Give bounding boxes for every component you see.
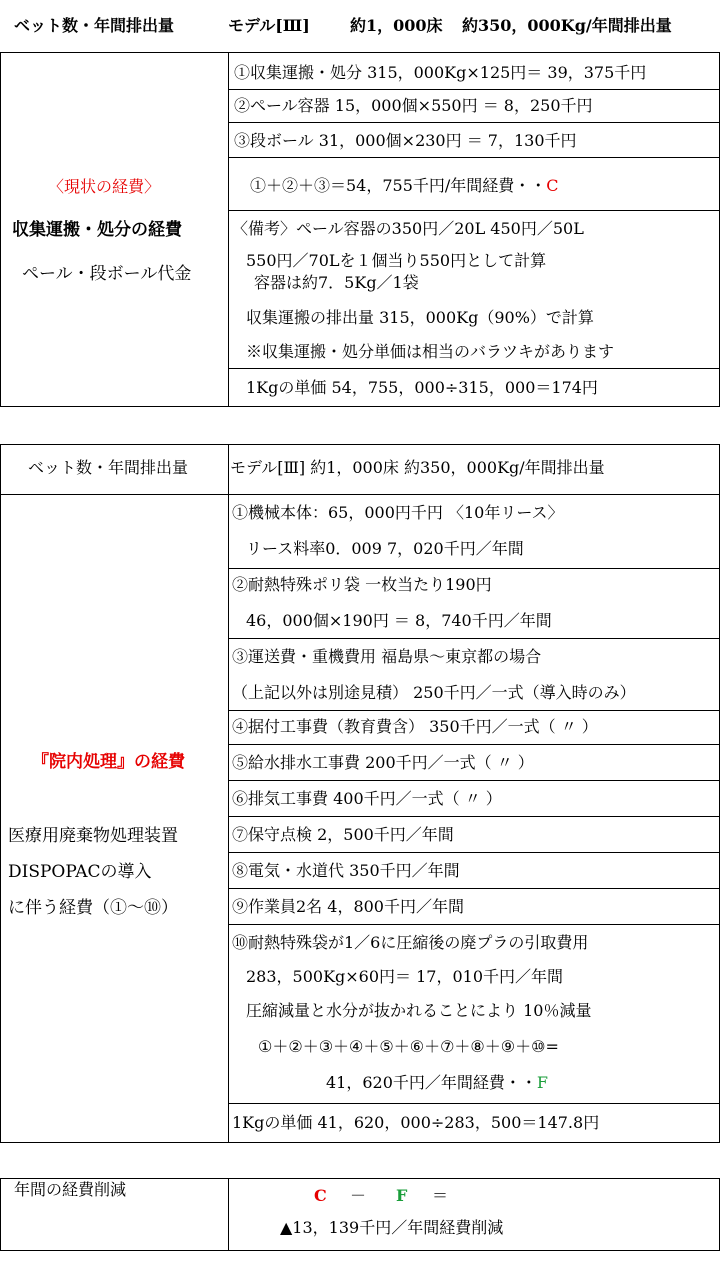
s2-item10c: 圧縮減量と水分が抜かれることにより 10％減量 [246, 1001, 592, 1020]
s1-header-model: モデル[Ⅲ] [228, 16, 310, 35]
s3-result: ▲13，139千円／年間経費削減 [280, 1218, 504, 1237]
s2-item2a: ②耐熱特殊ポリ袋 一枚当たり190円 [232, 575, 492, 594]
s1-sum-text: ①＋②＋③＝54，755千円/年間経費・・ [250, 176, 547, 195]
s1-left-title: 〈現状の経費〉 [48, 177, 161, 196]
s1-header-beds: 約1，000床 [350, 16, 443, 35]
s2-sum1: ①＋②＋③＋④＋⑤＋⑥＋⑦＋⑧＋⑨＋⑩= [258, 1037, 559, 1056]
s2-item1b: リース料率0．009 7，020千円／年間 [246, 539, 524, 558]
s1-row1: ①収集運搬・処分 315，000Kg×125円＝ 39，375千円 [234, 63, 647, 82]
s1-note4: 収集運搬の排出量 315，000Kg（90%）で計算 [246, 308, 594, 327]
s1-note1: 〈備考〉ペール容器の350円／20L 450円／50L [232, 219, 584, 238]
s2-item10b: 283，500Kg×60円＝ 17，010千円／年間 [246, 967, 564, 986]
s2-left-desc3: に伴う経費（①～⑩） [8, 898, 178, 918]
s2-unit: 1Kgの単価 41，620，000÷283，500＝147.8円 [232, 1113, 600, 1132]
s1-row2: ②ペール容器 15，000個×550円 ＝ 8，250千円 [234, 96, 593, 115]
s1-note3: 容器は約7．5Kg／1袋 [254, 273, 419, 292]
s2-left-desc1: 医療用廃棄物処理装置 [8, 826, 178, 846]
s2-sum2 [326, 1073, 548, 1093]
s2-item5: ⑤給水排水工事費 200千円／一式（ 〃 ） [232, 753, 534, 772]
s3-f: F [396, 1186, 408, 1205]
s3-label: 年間の経費削減 [14, 1180, 127, 1199]
s2-item2b: 46，000個×190円 ＝ 8，740千円／年間 [246, 611, 552, 630]
s1-header-amount: 約350，000Kg/年間排出量 [462, 16, 672, 35]
s1-sum [250, 176, 559, 196]
s1-unit: 1Kgの単価 54，755，000÷315，000＝174円 [246, 378, 598, 397]
s2-item4: ④据付工事費（教育費含） 350千円／一式（ 〃 ） [232, 717, 598, 736]
s2-header-label: ベット数・年間排出量 [28, 458, 189, 477]
s1-note2: 550円／70Lを１個当り550円として計算 [246, 251, 547, 270]
s3-c: C [314, 1186, 327, 1205]
s3-minus: － [350, 1186, 367, 1205]
s2-item10a: ⑩耐熱特殊袋が1／6に圧縮後の廃プラの引取費用 [232, 933, 589, 952]
s2-sum2-text: 41，620千円／年間経費・・ [326, 1073, 537, 1092]
s2-sum2-mark: F [536, 1073, 549, 1092]
s2-item3b: （上記以外は別途見積） 250千円／一式（導入時のみ） [232, 683, 636, 702]
s2-item8: ⑧電気・水道代 350千円／年間 [232, 861, 460, 880]
s2-left-desc2: DISPOPACの導入 [8, 862, 152, 882]
s1-left-subtitle2: ペール・段ボール代金 [22, 264, 192, 284]
s2-item1a: ①機械本体：65，000円千円 〈10年リース〉 [232, 503, 564, 522]
s1-row3: ③段ボール 31，000個×230円 ＝ 7，130千円 [234, 131, 577, 150]
s3-eq: ＝ [432, 1186, 449, 1205]
s1-header-label: ベット数・年間排出量 [14, 16, 175, 35]
s1-note5: ※収集運搬・処分単価は相当のバラツキがあります [246, 342, 615, 361]
s2-item9: ⑨作業員2名 4，800千円／年間 [232, 897, 464, 916]
s2-item7: ⑦保守点検 2，500千円／年間 [232, 825, 454, 844]
s2-item3a: ③運送費・重機費用 福島県～東京都の場合 [232, 647, 542, 666]
s2-item6: ⑥排気工事費 400千円／一式（ 〃 ） [232, 789, 502, 808]
s2-left-title: 『院内処理』の経費 [32, 752, 185, 772]
s1-left-subtitle: 収集運搬・処分の経費 [12, 220, 182, 240]
s2-header-value: モデル[Ⅲ] 約1，000床 約350，000Kg/年間排出量 [230, 458, 605, 477]
s1-sum-mark: C [546, 176, 559, 195]
